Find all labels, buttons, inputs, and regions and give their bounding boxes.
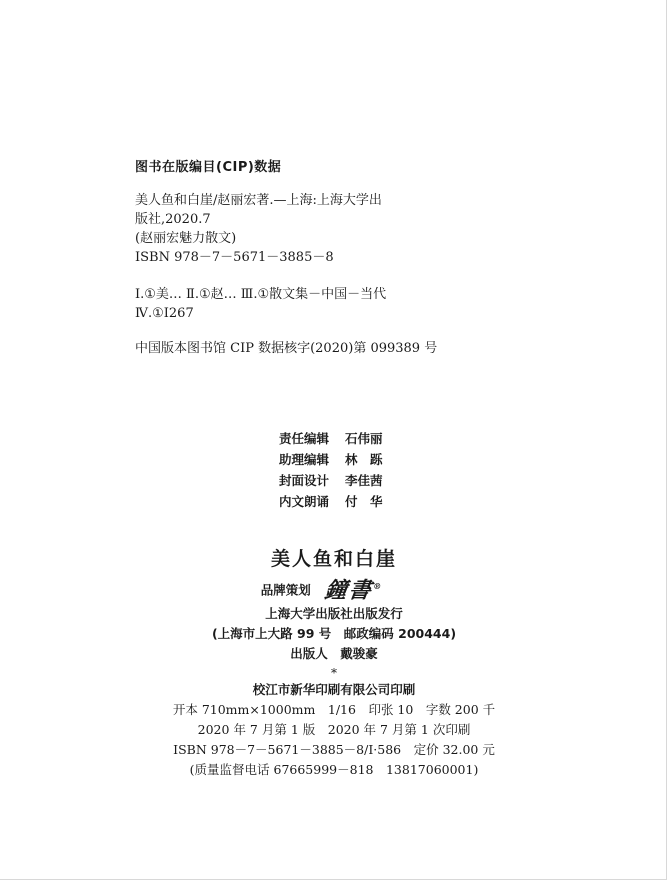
brand-logo-text: 鐘書 [323,577,375,604]
cip-record-line-2: 版社,2020.7 [135,212,211,227]
credits-block [279,428,383,512]
isbn-price: ISBN 978－7－5671－3885－8/I·586 定价 32.00 元 [173,742,495,758]
publisher-person: 出版人 戴骏豪 [290,646,378,662]
registered-mark: ® [372,581,385,591]
brand-row [0,572,656,604]
cip-record-number: 中国版本图书馆 CIP 数据核字(2020)第 099389 号 [135,341,438,356]
credit-row [279,428,383,449]
cip-record-line-1: 美人鱼和白崖/赵丽宏著.—上海:上海大学出 [135,193,382,208]
cip-series: (赵丽宏魅力散文) [135,231,237,246]
publisher-address: (上海市上大路 99 号 邮政编码 200444) [211,626,457,642]
brand-logo [323,572,386,604]
colophon-block [0,546,668,780]
book-title: 美人鱼和白崖 [270,548,397,570]
format-spec: 开本 710mm×1000mm 1/16 印张 10 字数 200 千 [172,702,496,718]
credit-name: 林 跞 [345,452,383,467]
edition-info: 2020 年 7 月第 1 版 2020 年 7 月第 1 次印刷 [197,722,471,738]
credit-row [279,470,383,491]
cip-subject-line-1: Ⅰ.①美… Ⅱ.①赵… Ⅲ.①散文集－中国－当代 [135,287,387,302]
cip-subject-line-2: Ⅳ.①I267 [135,306,194,321]
credit-role: 助理编辑 [279,452,330,467]
credit-role: 内文朗诵 [279,494,330,509]
publisher: 上海大学出版社出版发行 [265,606,403,622]
brand-label: 品牌策划 [260,582,311,598]
credit-name: 石伟丽 [345,431,383,446]
credit-row [279,491,383,512]
credit-row [279,449,383,470]
credit-role: 责任编辑 [279,431,330,446]
credit-name: 李佳茜 [345,473,383,488]
cip-block [135,156,605,358]
credit-name: 付 华 [345,494,383,509]
cip-isbn: ISBN 978－7－5671－3885－8 [135,250,334,265]
separator-asterisk: * [331,666,337,681]
credit-role: 封面设计 [279,473,330,488]
printer: 校江市新华印刷有限公司印刷 [252,682,416,698]
cip-title: 图书在版编目(CIP)数据 [135,160,282,175]
quality-phone: (质量监督电话 67665999－818 13817060001) [189,762,479,778]
